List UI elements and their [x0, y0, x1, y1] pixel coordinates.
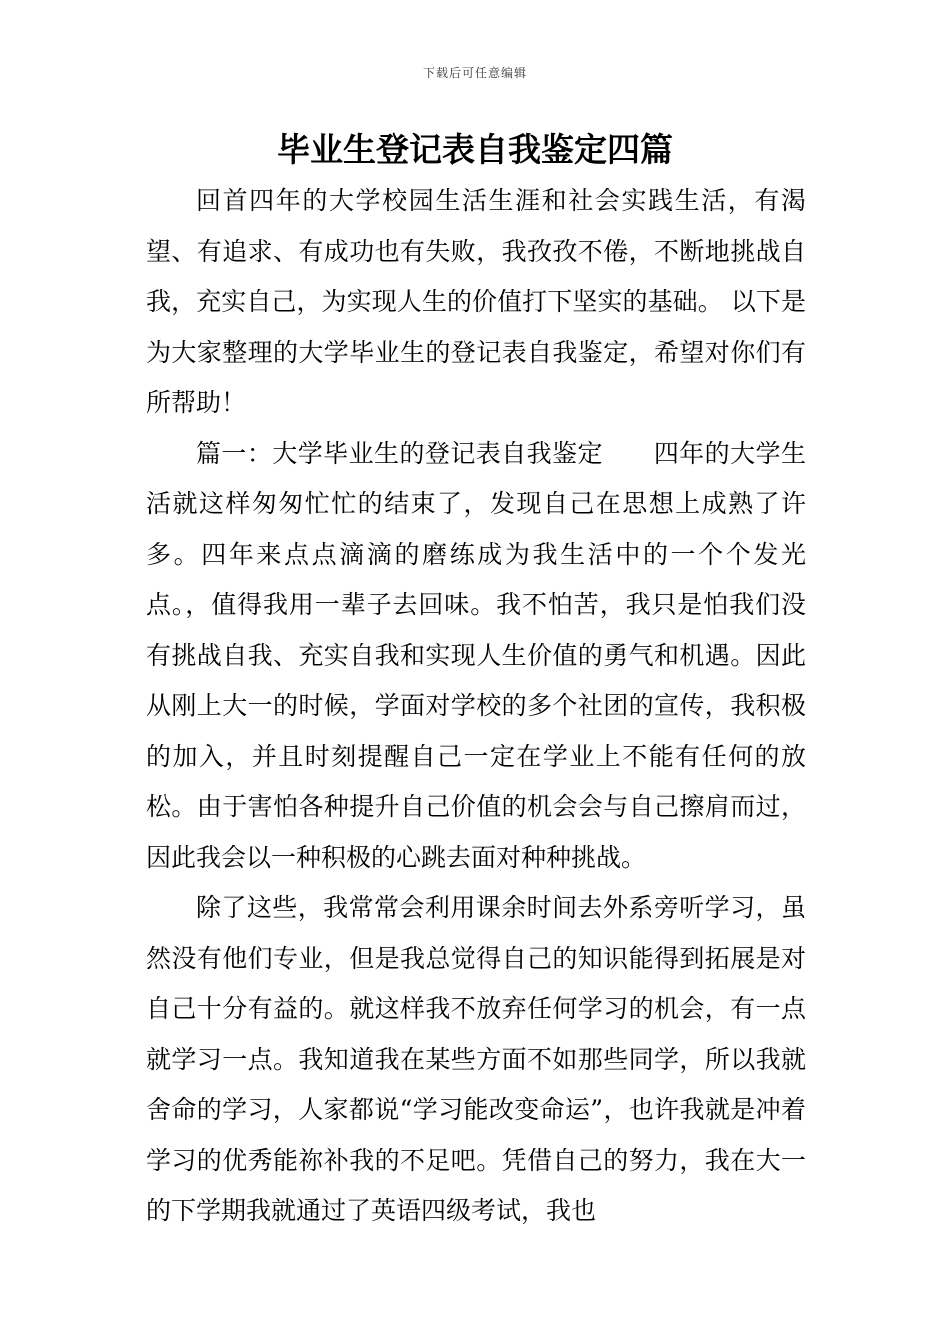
paragraph-intro: 回首四年的大学校园生活生涯和社会实践生活，有渴望、有追求、有成功也有失败，我孜孜不倦，不断地挑战自我，充实自己，为实现人生的价值打下坚实的基础。 以下是为大家整理的大学毕业生的登记表自我鉴定，希望对你们有所帮助！: [146, 186, 806, 417]
paragraph-study: 除了这些，我常常会利用课余时间去外系旁听学习，虽然没有他们专业，但是我总觉得自己的知识能得到拓展是对自己十分有益的。就这样我不放弃任何学习的机会，有一点就学习一点。我知道我在某些方面不如那些同学，所以我就舍命的学习，人家都说“学习能改变命运”，也许我就是冲着学习的优秀能祢补我的不足吧。凭借自己的努力，我在大一的下学期我就通过了英语四级考试，我也: [146, 893, 806, 1225]
paragraph-part-one: 篇一：大学毕业生的登记表自我鉴定 四年的大学生活就这样匆匆忙忙的结束了，发现自己在思想上成熟了许多。四年来点点滴滴的磨练成为我生活中的一个个发光点。，值得我用一辈子去回味。我不怕苦，我只是怕我们没有挑战自我、充实自我和实现人生价值的勇气和机遇。因此从刚上大一的时候，学面对学校的多个社团的宣传，我积极的加入，并且时刻提醒自己一定在学业上不能有任何的放松。由于害怕各种提升自己价值的机会会与自己擦肩而过，因此我会以一种积极的心跳去面对种种挑战。: [146, 438, 806, 872]
header-note: 下载后可任意编辑: [422, 66, 527, 80]
document-body: [146, 176, 806, 1237]
document-title: 毕业生登记表自我鉴定四篇: [277, 130, 673, 169]
